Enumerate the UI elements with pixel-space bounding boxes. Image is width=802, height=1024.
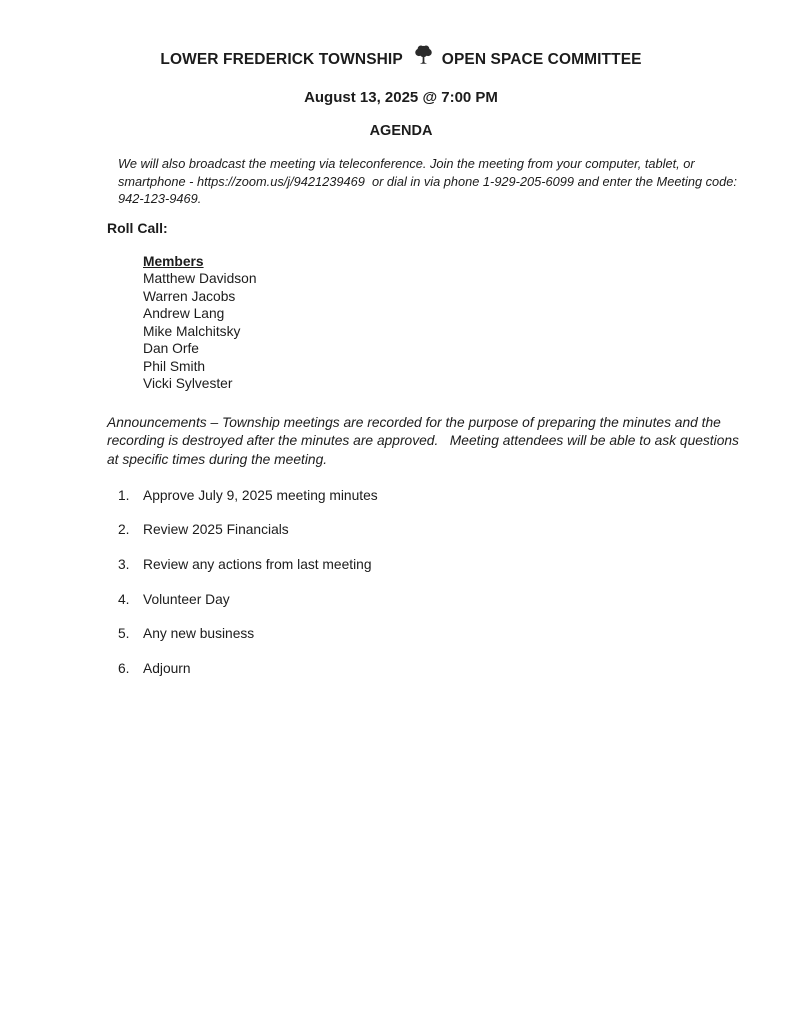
agenda-item-number: 4. xyxy=(118,591,130,607)
agenda-item xyxy=(118,558,740,572)
agenda-item xyxy=(118,593,740,607)
agenda-item-text: Review any actions from last meeting xyxy=(143,556,372,572)
announcements-paragraph: Announcements – Township meetings are recorded for the purpose of preparing the minutes and the recording is destroyed after the minutes are approved. Meeting attendees will be able to ask questions at specific times during the meeting. xyxy=(107,414,739,467)
agenda-items-list xyxy=(118,489,740,676)
member-name: Dan Orfe xyxy=(143,341,199,356)
members-list xyxy=(143,270,740,393)
title-left: LOWER FREDERICK TOWNSHIP xyxy=(160,51,403,68)
agenda-item xyxy=(118,662,740,676)
member-name: Mike Malchitsky xyxy=(143,323,241,339)
title-right: OPEN SPACE COMMITTEE xyxy=(441,51,642,68)
agenda-item-text: Adjourn xyxy=(143,661,191,677)
agenda-item-number: 3. xyxy=(118,556,130,572)
member-name: Andrew Lang xyxy=(143,306,225,321)
meeting-datetime: August 13, 2025 @ 7:00 PM xyxy=(304,89,498,106)
tree-icon xyxy=(412,44,435,74)
teleconference-note: We will also broadcast the meeting via teleconference. Join the meeting from your computer, tablet, or smartphone - https://zoom.us/j/9421239469 or dial in via phone 1-929-205-6099 and enter the Meeting code: 942-123-9469. xyxy=(118,156,737,206)
agenda-item-text: Any new business xyxy=(143,626,255,642)
member-name: Vicki Sylvester xyxy=(143,376,233,391)
agenda-item xyxy=(118,523,740,537)
agenda-item xyxy=(118,489,740,503)
agenda-item-number: 5. xyxy=(118,626,130,642)
members-heading: Members xyxy=(143,253,204,269)
agenda-item-text: Review 2025 Financials xyxy=(143,522,289,538)
document-title xyxy=(62,44,740,76)
agenda-heading: AGENDA xyxy=(369,123,433,139)
agenda-item-text: Volunteer Day xyxy=(143,591,230,607)
agenda-item-number: 2. xyxy=(118,522,130,538)
member-name: Phil Smith xyxy=(143,358,206,374)
member-name: Matthew Davidson xyxy=(143,271,257,286)
agenda-item xyxy=(118,627,740,641)
roll-call-label: Roll Call: xyxy=(107,219,168,236)
agenda-item-text: Approve July 9, 2025 meeting minutes xyxy=(143,487,378,503)
members-block xyxy=(143,253,740,393)
agenda-item-number: 1. xyxy=(118,487,130,503)
agenda-item-number: 6. xyxy=(118,661,130,677)
member-name: Warren Jacobs xyxy=(143,288,236,304)
